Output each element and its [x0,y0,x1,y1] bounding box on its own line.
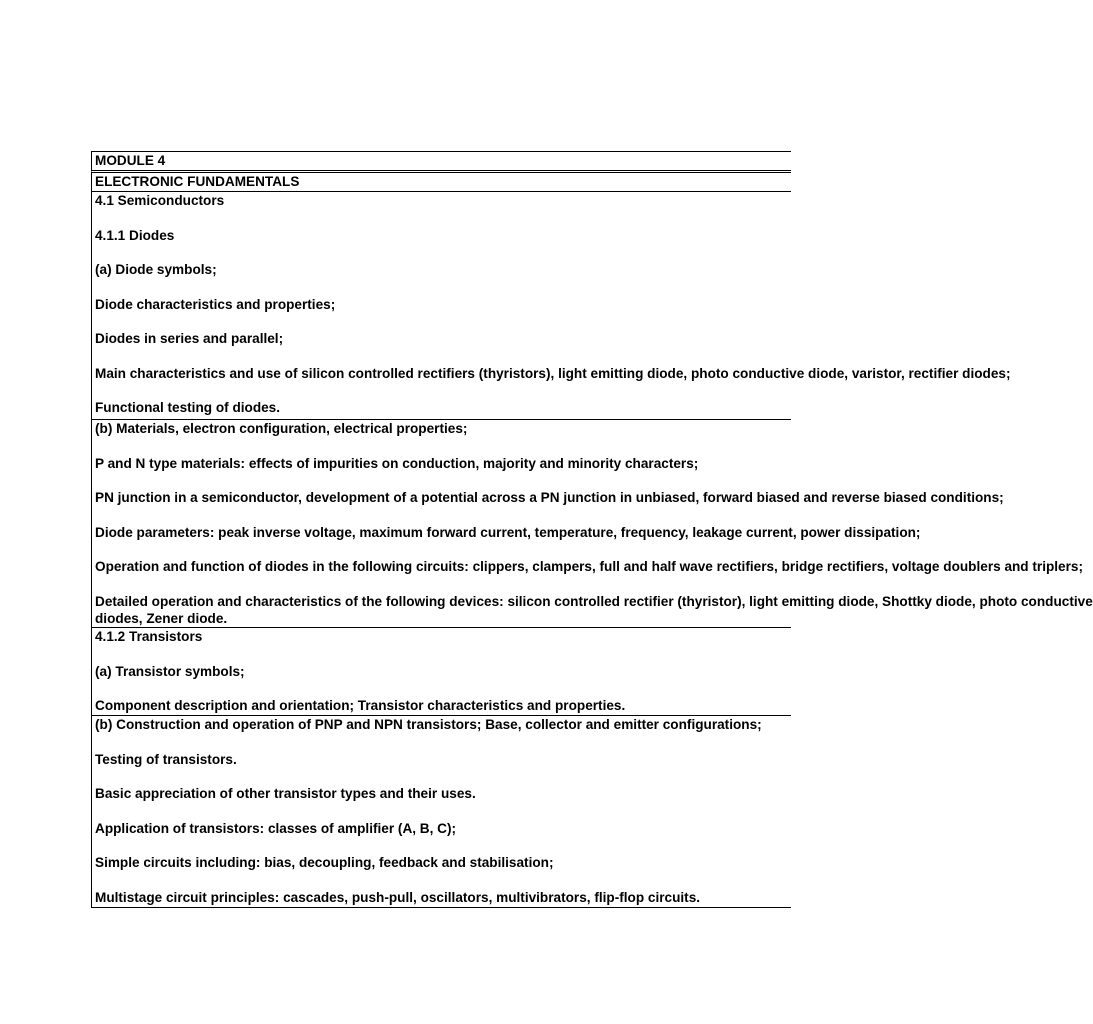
text-line: PN junction in a semiconductor, development of a potential across a PN junction in unbiased, forward biased and reverse biased conditions; [95,490,1004,505]
module-heading: MODULE 4 [95,153,166,168]
text-line: Basic appreciation of other transistor types and their uses. [95,786,476,801]
module-title: ELECTRONIC FUNDAMENTALS [95,174,300,189]
module-heading-row [91,151,791,170]
text-line: Testing of transistors. [95,751,237,767]
text-line: (b) Construction and operation of PNP and NPN transistors; Base, collector and emitter configurations; [95,717,762,732]
text-line: (a) Transistor symbols; [95,663,245,679]
section-row [91,627,791,715]
text-line: Simple circuits including: bias, decoupling, feedback and stabilisation; [95,855,554,870]
text-line: Multistage circuit principles: cascades, push-pull, oscillators, multivibrators, flip-flop circuits. [95,889,701,905]
text-line: Diode parameters: peak inverse voltage, maximum forward current, temperature, frequency, leakage current, power dissipation; [95,524,921,540]
text-line: Component description and orientation; Transistor characteristics and properties. [95,698,626,713]
text-line: Application of transistors: classes of amplifier (A, B, C); [95,820,457,836]
syllabus-table [91,151,1093,908]
text-line: diodes, Zener diode. [95,610,228,626]
text-line: Functional testing of diodes. [95,400,281,415]
text-line: P and N type materials: effects of impurities on conduction, majority and minority characters; [95,455,699,471]
text-line: Diode characteristics and properties; [95,296,336,312]
section-row [91,419,1093,627]
subsection-heading: 4.1.2 Transistors [95,629,203,644]
title-row [91,170,791,191]
text-line: Main characteristics and use of silicon controlled rectifiers (thyristors), light emitting diode, photo conductive diode, varistor, rectifier diodes; [95,365,1011,381]
text-line: (b) Materials, electron configuration, electrical properties; [95,421,468,436]
subsection-heading: 4.1.1 Diodes [95,227,175,243]
section-heading: 4.1 Semiconductors [95,193,225,208]
section-row [91,191,1011,419]
text-line: Detailed operation and characteristics of the following devices: silicon controlled rectifier (thyristor), light emitting diode, Shottky diode, photo conductive [95,593,1093,609]
text-line: Operation and function of diodes in the following circuits: clippers, clampers, full and half wave rectifiers, bridge rectifiers, voltage doublers and triplers; [95,559,1083,574]
text-line: (a) Diode symbols; [95,262,217,277]
text-line: Diodes in series and parallel; [95,331,284,346]
section-row [91,715,791,908]
